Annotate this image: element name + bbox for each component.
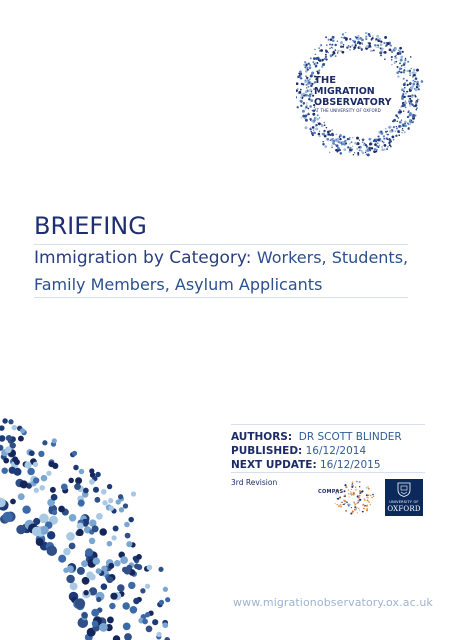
title-divider-top: [34, 244, 408, 245]
authors-value: DR SCOTT BLINDER: [298, 431, 402, 443]
next-update-value: 16/12/2015: [320, 459, 381, 471]
logo-line-the: THE: [314, 75, 337, 86]
next-update-row: [231, 458, 402, 472]
document-title-line1: [34, 248, 408, 268]
decorative-dot-arc-icon: [0, 320, 240, 640]
document-meta: [231, 430, 402, 472]
title-divider-bottom: [34, 297, 408, 298]
logo-text: [314, 76, 414, 114]
migration-observatory-logo: [296, 32, 426, 162]
oxford-name-text: OXFORD: [387, 505, 421, 513]
published-row: [231, 444, 402, 458]
published-value: 16/12/2014: [305, 445, 367, 457]
oxford-crest-icon: [397, 482, 411, 497]
logo-line-university: AT THE UNIVERSITY OF OXFORD: [314, 108, 381, 113]
meta-divider-top: [231, 424, 425, 425]
logo-line-observatory: OBSERVATORY: [314, 97, 392, 108]
revision-label: 3rd Revision: [231, 478, 278, 487]
oxford-university-text: UNIVERSITY OF: [389, 500, 419, 504]
compas-logo-text: COMPAS: [318, 489, 344, 495]
document-type-label: BRIEFING: [34, 212, 147, 240]
meta-divider-bottom: [231, 472, 425, 473]
website-link[interactable]: www.migrationobservatory.ox.ac.uk: [233, 596, 433, 609]
authors-label: AUTHORS:: [231, 431, 293, 443]
document-title-sub-line1: Workers, Students,: [256, 248, 409, 267]
compas-logo-icon: [320, 478, 376, 518]
document-title-line2: Family Members, Asylum Applicants: [34, 275, 323, 294]
authors-row: [231, 430, 402, 444]
next-update-label: NEXT UPDATE:: [231, 459, 317, 471]
university-of-oxford-logo: [385, 479, 423, 516]
logo-line-migration: MIGRATION: [314, 86, 375, 97]
published-label: PUBLISHED:: [231, 445, 303, 457]
document-title-main: Immigration by Category:: [34, 248, 252, 268]
